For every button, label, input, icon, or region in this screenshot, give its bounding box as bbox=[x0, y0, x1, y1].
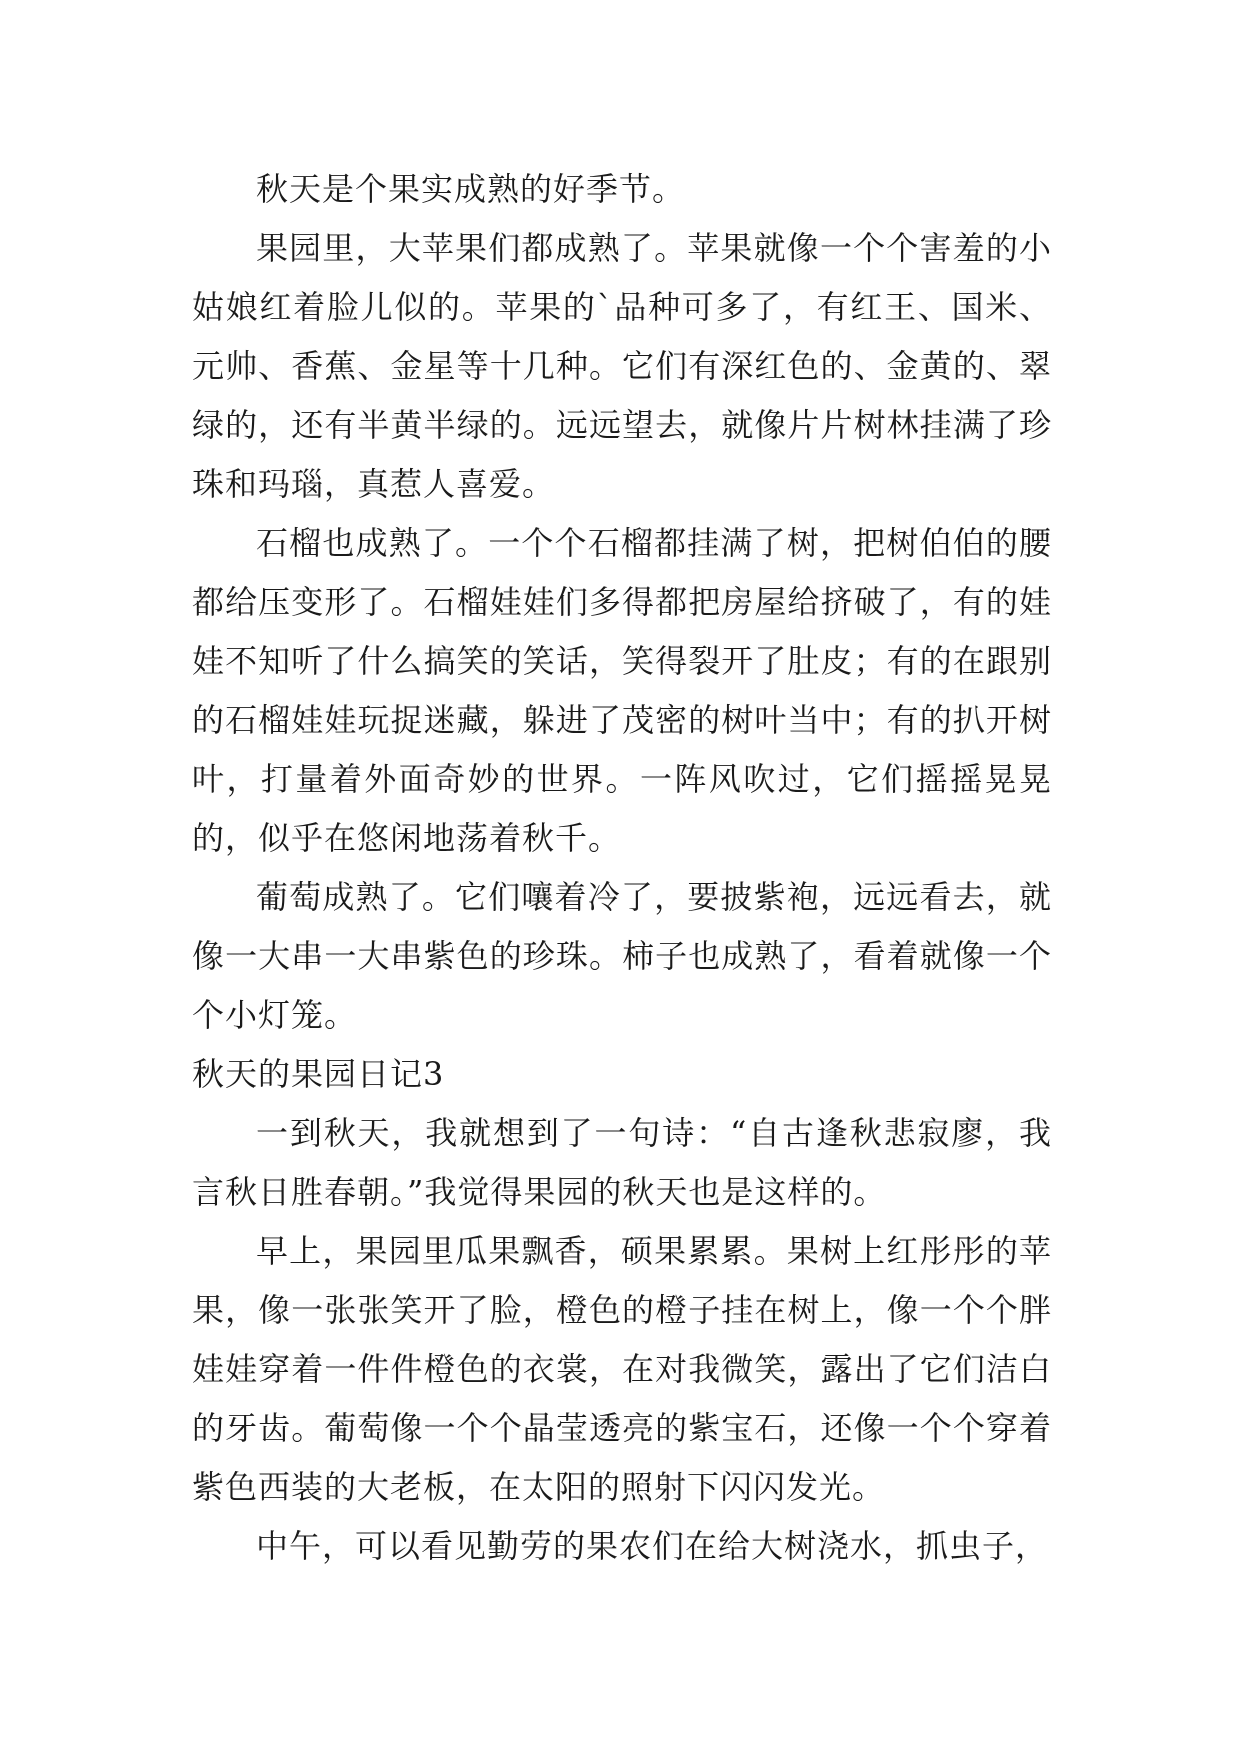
paragraph-7: 中午，可以看见勤劳的果农们在给大树浇水，抓虫子， bbox=[256, 1527, 1049, 1565]
paragraph-6: 早上，果园里瓜果飘香，硕果累累。果树上红彤彤的苹果，像一张张笑开了脸，橙色的橙子挂在树上，像一个个胖娃娃穿着一件件橙色的衣裳，在对我微笑，露出了它们洁白的牙齿。葡萄像一个个晶莹透亮的紫宝石，还像一个个穿着紫色西装的大老板，在太阳的照射下闪闪发光。 bbox=[192, 1232, 1052, 1506]
document-page bbox=[192, 160, 1052, 1576]
paragraph-1: 秋天是个果实成熟的好季节。 bbox=[256, 170, 686, 208]
paragraph-4: 葡萄成熟了。它们嚷着冷了，要披紫袍，远远看去，就像一大串一大串紫色的珍珠。柿子也成熟了，看着就像一个个小灯笼。 bbox=[192, 878, 1052, 1034]
paragraph-3: 石榴也成熟了。一个个石榴都挂满了树，把树伯伯的腰都给压变形了。石榴娃娃们多得都把房屋给挤破了，有的娃娃不知听了什么搞笑的笑话，笑得裂开了肚皮；有的在跟别的石榴娃娃玩捉迷藏，躲进了茂密的树叶当中；有的扒开树叶，打量着外面奇妙的世界。一阵风吹过，它们摇摇晃晃的，似乎在悠闲地荡着秋千。 bbox=[192, 524, 1052, 857]
section-heading: 秋天的果园日记3 bbox=[192, 1055, 445, 1093]
paragraph-2: 果园里，大苹果们都成熟了。苹果就像一个个害羞的小姑娘红着脸儿似的。苹果的`品种可多了，有红王、国米、元帅、香蕉、金星等十几种。它们有深红色的、金黄的、翠绿的，还有半黄半绿的。远远望去，就像片片树林挂满了珍珠和玛瑙，真惹人喜爱。 bbox=[192, 229, 1052, 503]
paragraph-5: 一到秋天，我就想到了一句诗：“自古逢秋悲寂廖，我言秋日胜春朝。”我觉得果园的秋天也是这样的。 bbox=[192, 1114, 1052, 1211]
